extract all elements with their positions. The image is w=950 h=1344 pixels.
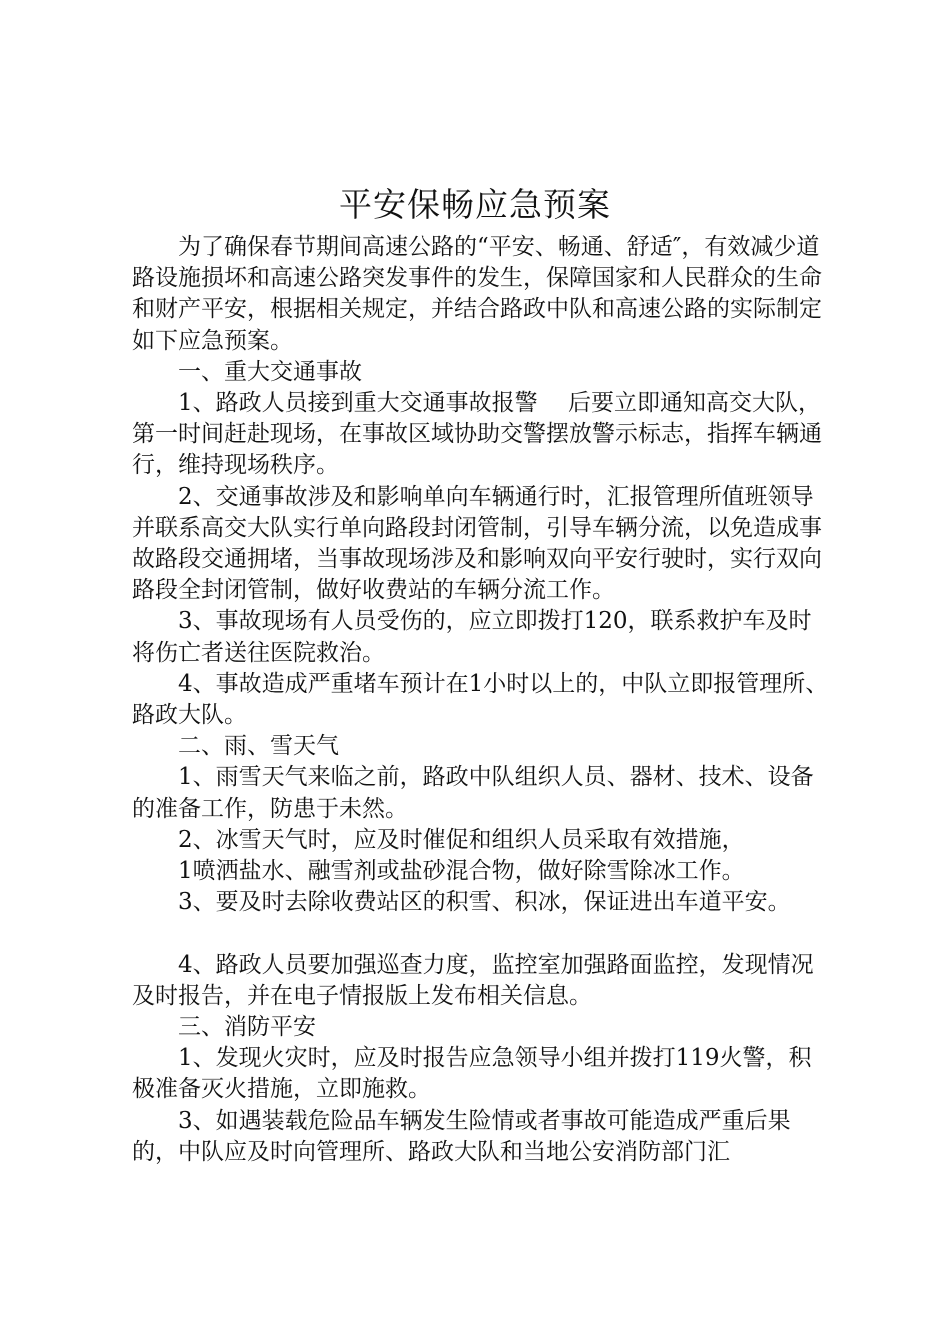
paragraph-accident-1: 1、路政人员接到重大交通事故报警 后要立即通知高交大队，第一时间赶赴现场，在事故区域协助交警摆放警示标志，指挥车辆通行，维持现场秩序。 [132,390,822,479]
paragraph-fire-3: 3、如遇装载危险品车辆发生险情或者事故可能造成严重后果的，中队应及时向管理所、路政大队和当地公安消防部门汇 [132,1107,791,1165]
section-heading-rain-snow: 二、雨、雪天气 [178,733,339,760]
paragraph-accident-3: 3、事故现场有人员受伤的，应立即拨打120，联系救护车及时将伤亡者送往医院救治。 [132,608,812,666]
paragraph-weather-3: 3、要及时去除收费站区的积雪、积冰，保证进出车道平安。 [178,889,791,916]
document-title: 平安保畅应急预案 [339,185,611,224]
intro-paragraph: 为了确保春节期间高速公路的“平安、畅通、舒适″，有效减少道路设施损坏和高速公路突发事件的发生，保障国家和人民群众的生命和财产平安，根据相关规定，并结合路政中队和高速公路的实际制定如下应急预案。 [132,234,822,354]
paragraph-accident-2: 2、交通事故涉及和影响单向车辆通行时，汇报管理所值班领导并联系高交大队实行单向路段封闭管制，引导车辆分流，以免造成事故路段交通拥堵，当事故现场涉及和影响双向平安行驶时，实行双向路段全封闭管制，做好收费站的车辆分流工作。 [132,483,822,604]
paragraph-weather-2: 2、冰雪天气时，应及时催促和组织人员采取有效措施， [178,826,745,853]
paragraph-weather-4: 4、路政人员要加强巡查力度，监控室加强路面监控，发现情况及时报告，并在电子情报版上发布相关信息。 [132,951,814,1009]
section-heading-fire-safety: 三、消防平安 [178,1014,316,1041]
document-body [132,232,832,1168]
paragraph-accident-4: 4、事故造成严重堵车预计在1小时以上的，中队立即报管理所、路政大队。 [132,670,829,729]
blank-line [132,918,832,949]
paragraph-weather-2-cont: 1喷洒盐水、融雪剂或盐砂混合物，做好除雪除冰工作。 [178,858,745,885]
paragraph-fire-1: 1、发现火灾时，应及时报告应急领导小组并拨打119火警，积极准备灭火措施，立即施救。 [132,1045,812,1103]
section-heading-traffic-accident: 一、重大交通事故 [178,358,362,385]
paragraph-weather-1: 1、雨雪天气来临之前，路政中队组织人员、器材、技术、设备的准备工作，防患于未然。 [132,764,814,822]
